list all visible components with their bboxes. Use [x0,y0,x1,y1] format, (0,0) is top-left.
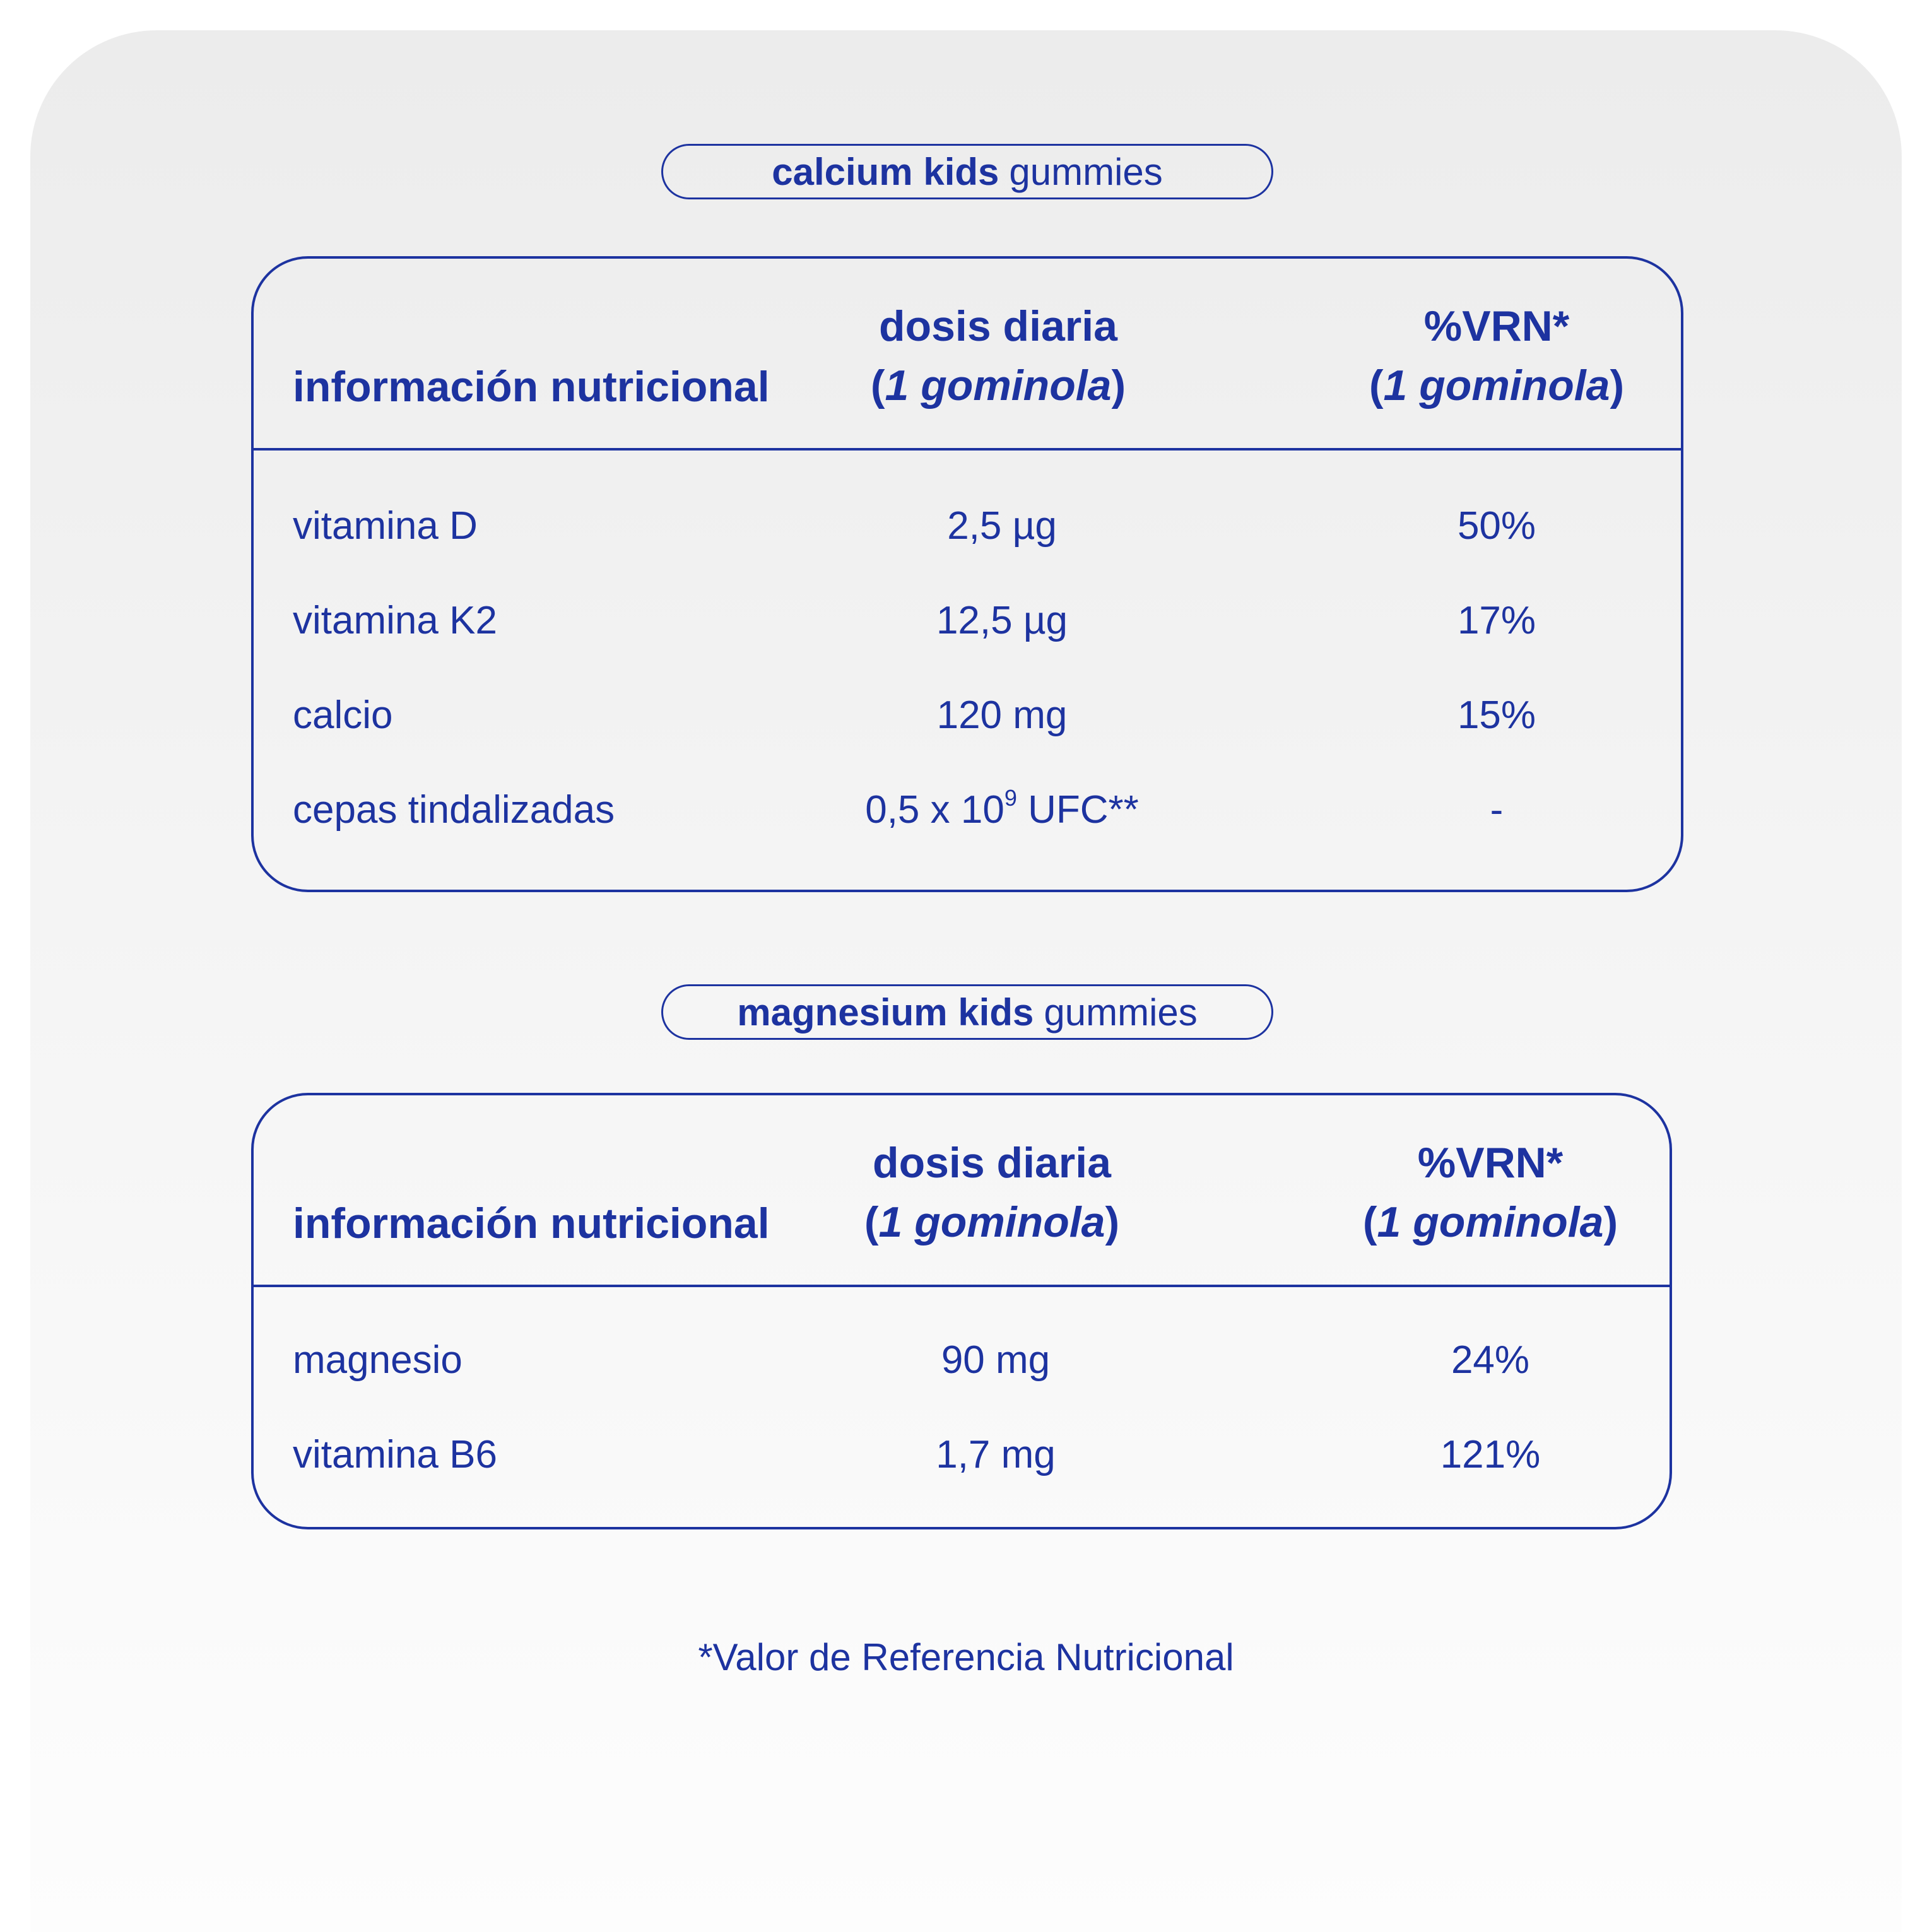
row-dose: 12,5 µg [936,599,1068,642]
header-daily-dose-line1: dosis diaria [873,1139,1111,1187]
row-dose: 2,5 µg [947,504,1057,548]
row-dose: 0,5 x $10^9$ UFC** [865,785,1139,832]
header-vrn-line1: %VRN* [1423,302,1570,350]
row-vrn: 50% [1457,504,1536,548]
header-nutrition-info: información nutricional [293,363,770,411]
header-nutrition-info: información nutricional [293,1199,770,1247]
row-vrn: 17% [1457,599,1536,642]
header-daily-dose-line2: (1 gominola) [870,362,1126,409]
row-name: calcio [293,693,393,737]
row-name: vitamina B6 [293,1433,497,1476]
row-name: magnesio [293,1338,462,1382]
row-dose: 1,7 mg [936,1433,1056,1476]
magnesium-nutrition-table [251,1093,1672,1529]
header-vrn [1175,1133,1806,1252]
header-daily-dose-line2: (1 gominola) [864,1198,1120,1246]
calcium-kids-title-pill [661,144,1273,199]
row-vrn: 121% [1440,1433,1541,1476]
table-header [254,1095,1670,1287]
magnesium-kids-title-pill [661,984,1273,1040]
footnote: *Valor de Referencia Nutricional [698,1636,1234,1678]
header-vrn-line1: %VRN* [1417,1139,1564,1187]
row-name: vitamina K2 [293,599,497,642]
pill-bold-text: magnesium kids [737,991,1034,1034]
row-vrn: - [1490,788,1504,832]
header-vrn-line2: (1 gominola) [1369,362,1625,409]
calcium-nutrition-table [251,256,1683,892]
header-vrn-line2: (1 gominola) [1362,1198,1618,1246]
row-name: vitamina D [293,504,478,548]
row-dose: 120 mg [936,693,1068,737]
header-daily-dose-line1: dosis diaria [879,302,1117,350]
row-vrn: 15% [1457,693,1536,737]
table-header [254,259,1681,451]
row-name: cepas tindalizadas [293,788,615,832]
pill-light-text: gummies [1044,991,1198,1034]
row-dose: 90 mg [941,1338,1051,1382]
pill-light-text: gummies [1009,150,1163,193]
pill-bold-text: calcium kids [772,150,999,193]
header-vrn [1181,297,1812,415]
row-vrn: 24% [1451,1338,1530,1382]
